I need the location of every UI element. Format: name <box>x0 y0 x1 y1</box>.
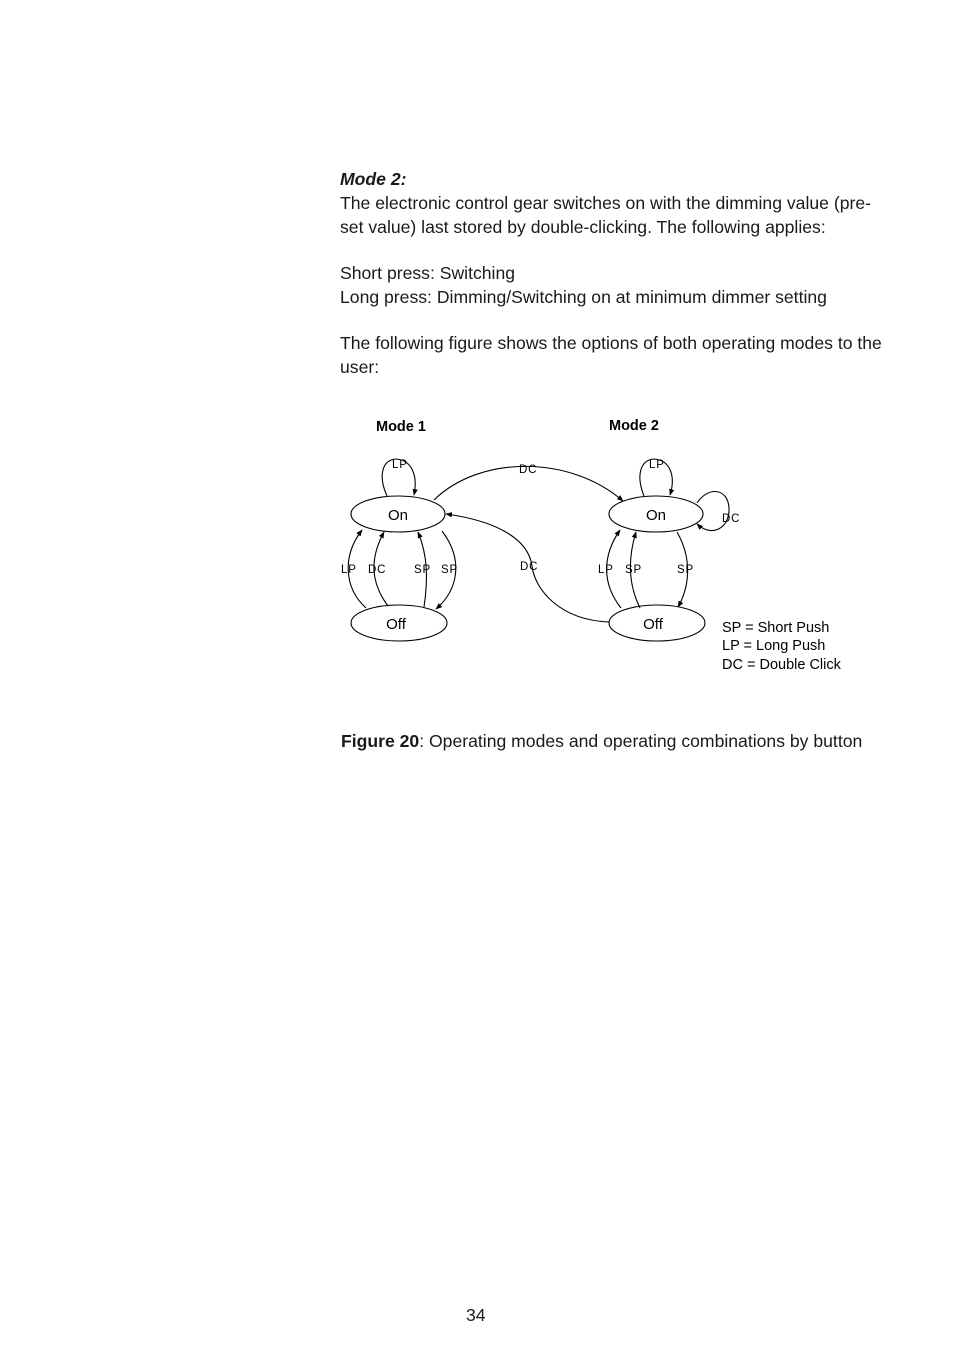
legend-dc: DC = Double Click <box>722 657 841 673</box>
mode2-on-node <box>609 496 703 532</box>
mode2-off-label: Off <box>643 616 663 633</box>
mode1-off-label: Off <box>386 616 406 633</box>
mode2-loop-dc-label: DC <box>722 513 741 525</box>
description-line-2: set value) last stored by double-clicking. The following applies: <box>340 216 826 237</box>
cross-dc-top-label: DC <box>519 464 538 476</box>
mode1-dc-label: DC <box>368 564 387 576</box>
page-number: 34 <box>466 1305 486 1325</box>
mode1-sp1-label: SP <box>414 564 431 576</box>
mode2-on-label: On <box>645 507 667 524</box>
mode1-title: Mode 1 <box>376 419 426 435</box>
figure-caption-text: : Operating modes and operating combinations by button <box>419 731 863 751</box>
figure-caption-number: Figure 20 <box>341 731 420 751</box>
mode2-lp-label: LP <box>598 564 614 576</box>
short-press-text: Short press: Switching <box>340 263 516 283</box>
figure-caption <box>341 731 862 752</box>
long-press-text: Long press: Dimming/Switching on at minimum dimmer setting <box>340 286 827 307</box>
mode2-title: Mode 2 <box>609 418 659 434</box>
mode1-sp2-label: SP <box>441 564 458 576</box>
legend-sp: SP = Short Push <box>722 620 830 636</box>
figure-intro-line-1: The following figure shows the options of both operating modes to the <box>340 333 882 353</box>
mode1-lp-label: LP <box>341 564 357 576</box>
mode1-on-label: On <box>387 507 409 524</box>
mode1-off-node <box>351 605 447 641</box>
mode2-sp-left-label: SP <box>625 564 642 576</box>
mode1-on-node <box>351 496 445 532</box>
mode2-off-node <box>609 605 705 641</box>
figure-intro-line-2: user: <box>340 356 380 377</box>
mode2-loop-lp-label: LP <box>649 459 665 471</box>
description-line-1: The electronic control gear switches on with the dimming value (pre- <box>340 193 871 213</box>
legend <box>722 620 842 673</box>
legend-lp: LP = Long Push <box>722 638 826 654</box>
mode2-heading: Mode 2: <box>340 169 407 189</box>
cross-dc-bottom-label: DC <box>520 561 539 573</box>
mode2-sp-right-label: SP <box>677 564 694 576</box>
mode1-loop-lp-label: LP <box>392 459 408 471</box>
